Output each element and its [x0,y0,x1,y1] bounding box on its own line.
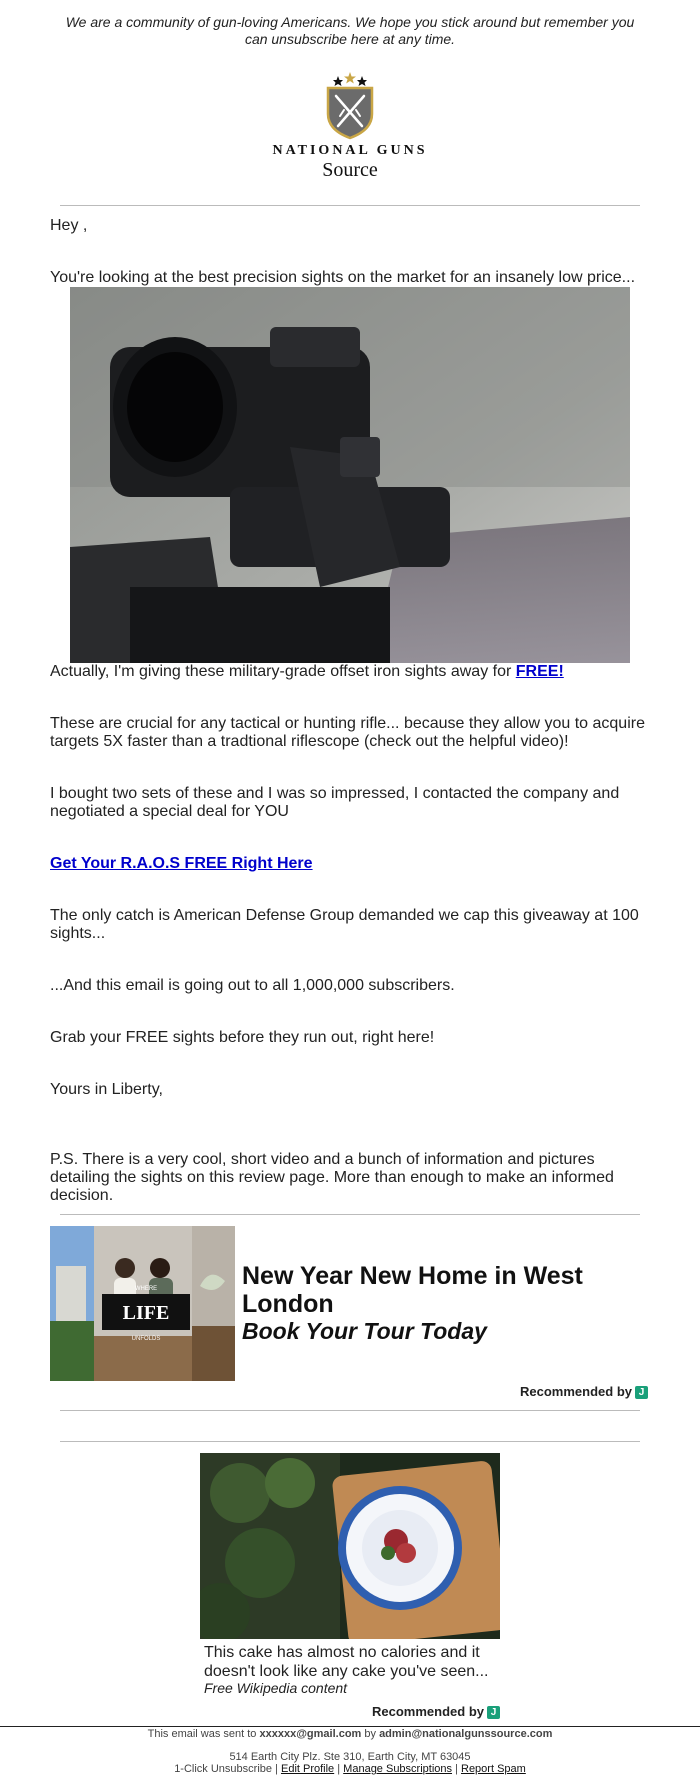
rifle-sights-image[interactable] [70,287,630,663]
divider [60,1410,640,1411]
intro-paragraph: You're looking at the best precision sights on the market for an insanely low price... [50,269,636,286]
brand-logo [300,70,400,145]
footer-sent-prefix: This email was sent to [147,1728,260,1740]
get-raos-free-link[interactable]: Get Your R.A.O.S FREE Right Here [50,855,313,872]
cta-wrapper [50,855,650,873]
ad-image-small-text: WHERE [134,1286,158,1292]
catch-paragraph: The only catch is American Defense Group demanded we cap this giveaway at 100 sights... [50,907,639,942]
divider [60,205,640,206]
free-link[interactable]: FREE! [515,663,564,680]
ad-cake-image[interactable] [200,1453,500,1639]
recommended-by[interactable] [500,1384,648,1399]
footer-by: by [361,1728,380,1740]
ad-home-image[interactable] [50,1226,235,1381]
recommender-logo-icon: J [635,1386,648,1399]
offer-paragraph [50,663,650,681]
ad-image-big-text: LIFE [122,1302,170,1324]
footer-divider [0,1726,700,1727]
ps-paragraph: P.S. There is a very cool, short video and a bunch of information and pictures detailing the sights on this review page. More than enough to make an informed decision. [50,1151,614,1204]
separator: | [452,1763,461,1775]
offer-text: Actually, I'm giving these military-grade offset iron sights away for [50,663,516,680]
footer-address: 514 Earth City Plz. Ste 310, Earth City, MT 63045 [229,1751,471,1763]
subscribers-paragraph: ...And this email is going out to all 1,000,000 subscribers. [50,977,455,994]
ad-image-bottom-text: UNFOLDS [131,1336,161,1342]
recommended-by[interactable] [340,1704,500,1719]
intro-text: We are a community of gun-loving Americans. We hope you stick around but remember you can unsubscribe here at any time. [65,14,635,47]
ad-cake-source: Free Wikipedia content [204,1680,348,1696]
footer-sender-email: admin@nationalgunssource.com [379,1728,553,1740]
divider [60,1441,640,1442]
ad-home-title[interactable]: New Year New Home in West London [242,1262,583,1318]
star-icon [333,72,367,86]
manage-subscriptions-link[interactable]: Manage Subscriptions [343,1763,453,1775]
footer-links [0,1763,700,1775]
brand-name: NATIONAL GUNS [272,143,428,158]
separator: | [272,1763,281,1775]
recommended-label: Recommended by [520,1384,632,1399]
report-spam-link[interactable]: Report Spam [461,1763,526,1775]
ad-cake-title[interactable]: This cake has almost no calories and it doesn't look like any cake you've seen... [204,1644,489,1680]
grab-paragraph: Grab your FREE sights before they run out, right here! [50,1029,435,1046]
edit-profile-link[interactable]: Edit Profile [280,1763,335,1775]
signoff: Yours in Liberty, [50,1081,163,1098]
separator: | [334,1763,344,1775]
brand-subname: Source [322,159,378,181]
benefit-paragraph: These are crucial for any tactical or hunting rifle... because they allow you to acquire targets 5X faster than a tradtional riflescope (check out the helpful video)! [50,715,645,750]
footer-recipient-email: xxxxxx@gmail.com [259,1728,362,1740]
divider [60,1214,640,1215]
one-click-unsubscribe[interactable]: 1-Click Unsubscribe [174,1763,272,1775]
greeting: Hey , [50,217,88,234]
ad-home-subtitle[interactable]: Book Your Tour Today [242,1318,487,1344]
recommended-label: Recommended by [372,1704,484,1719]
footer-sent-line [0,1728,700,1740]
deal-paragraph: I bought two sets of these and I was so impressed, I contacted the company and negotiated a special deal for YOU [50,785,620,820]
recommender-logo-icon: J [487,1706,500,1719]
